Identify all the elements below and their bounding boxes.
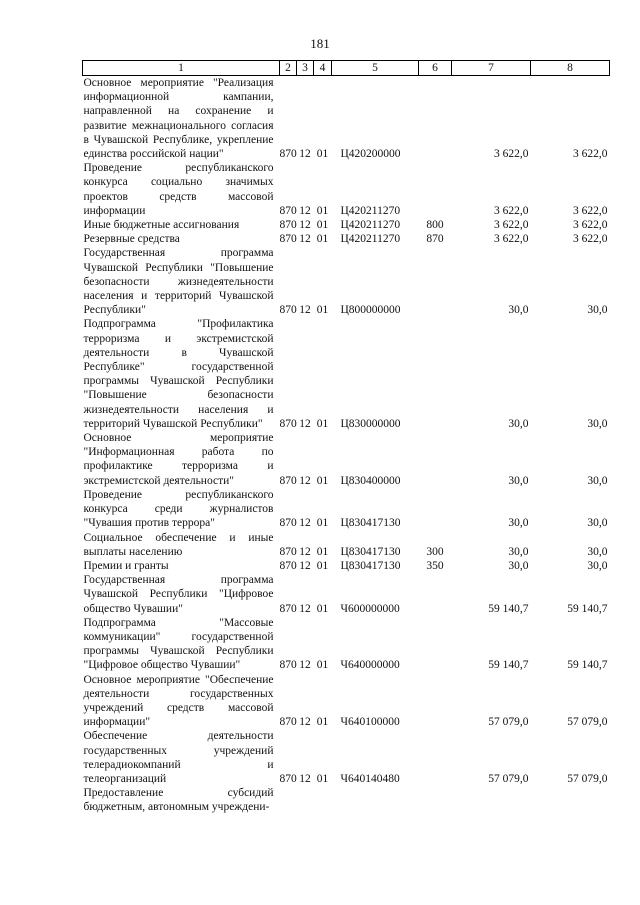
table-row	[83, 786, 610, 814]
row-target-article: Ч640000000	[340, 659, 400, 672]
table-row	[83, 246, 610, 317]
header-col-7: 7	[452, 61, 531, 76]
row-amount-1: 57 079,0	[488, 716, 529, 729]
table-row	[83, 232, 610, 246]
row-amount-2: 30,0	[587, 304, 608, 317]
row-name: Резервные средства	[83, 233, 180, 246]
row-section-code: 12	[299, 474, 311, 487]
row-name: Обеспечение деятельности государственных учреждений телерадиокомпаний и телеорганизаций	[83, 730, 274, 785]
row-amount-2: 59 140,7	[567, 659, 608, 672]
row-amount-2: 30,0	[587, 545, 608, 558]
row-section-code: 12	[299, 545, 311, 558]
row-ministry-code: 870	[279, 559, 297, 572]
row-expense-type: 350	[426, 559, 444, 572]
row-amount-2: 3 622,0	[573, 233, 608, 246]
row-section-code: 12	[299, 659, 311, 672]
row-amount-1: 3 622,0	[494, 219, 529, 232]
row-amount-1: 30,0	[508, 545, 529, 558]
row-target-article: Ц830400000	[340, 474, 401, 487]
table-row	[83, 161, 610, 218]
row-name: Проведение республиканского конкурса среди журналистов "Чувашия против террора"	[83, 488, 274, 530]
header-col-8: 8	[531, 61, 610, 76]
row-amount-2: 30,0	[587, 559, 608, 572]
row-ministry-code: 870	[279, 148, 297, 161]
row-subsection-code: 01	[316, 559, 329, 572]
row-name: Государственная программа Чувашской Республики "Цифровое общество Чувашии"	[83, 574, 274, 615]
table-row	[83, 76, 610, 162]
row-name: Проведение республиканского конкурса социально значимых проектов средств массовой информации	[83, 162, 274, 217]
row-section-code: 12	[299, 148, 311, 161]
row-expense-type	[419, 488, 452, 531]
row-section-code: 12	[299, 559, 311, 572]
row-section-code: 12	[299, 219, 311, 232]
row-amount-1: 57 079,0	[488, 772, 529, 785]
row-amount-2: 3 622,0	[573, 204, 608, 217]
row-subsection-code: 01	[316, 545, 329, 558]
row-name: Подпрограмма "Профилактика терроризма и экстремистской деятельности в Чувашской Республике" государственной программы Чувашской Республики "Повышение безопасности жизнедеятельности населения и территорий Чувашской Республики"	[83, 318, 274, 430]
row-amount-1: 59 140,7	[488, 602, 529, 615]
row-target-article: Ч640100000	[340, 716, 400, 729]
row-target-article: Ц830417130	[340, 545, 401, 558]
table-row	[83, 531, 610, 559]
row-amount-2: 57 079,0	[567, 772, 608, 785]
budget-table	[82, 60, 610, 815]
row-amount-2: 30,0	[587, 417, 608, 430]
row-ministry-code: 870	[279, 474, 297, 487]
row-name: Иные бюджетные ассигнования	[83, 219, 240, 232]
row-subsection-code: 01	[316, 716, 329, 729]
row-ministry-code: 870	[279, 602, 297, 615]
row-ministry-code: 870	[279, 545, 297, 558]
row-subsection-code: 01	[316, 148, 329, 161]
row-subsection-code: 01	[316, 772, 329, 785]
column-number-header	[83, 61, 610, 76]
row-ministry-code: 870	[279, 204, 297, 217]
row-section-code: 12	[299, 517, 311, 530]
row-expense-type	[419, 431, 452, 488]
table-row	[83, 673, 610, 730]
row-expense-type	[419, 729, 452, 786]
table-row	[83, 729, 610, 786]
row-section-code: 12	[299, 204, 311, 217]
row-expense-type	[419, 616, 452, 673]
header-col-4: 4	[314, 61, 332, 76]
row-expense-type	[419, 76, 452, 162]
row-name: Подпрограмма "Массовые коммуникации" государственной программы Чувашской Республики "Цифровое общество Чувашии"	[83, 616, 274, 672]
header-col-1: 1	[83, 61, 280, 76]
row-subsection-code: 01	[316, 304, 329, 317]
row-target-article: Ц800000000	[340, 304, 401, 317]
row-subsection-code: 01	[316, 474, 329, 487]
row-section-code: 12	[299, 417, 311, 430]
row-target-article: Ц830000000	[340, 417, 401, 430]
row-amount-1: 30,0	[508, 474, 529, 487]
row-amount-2: 30,0	[587, 474, 608, 487]
row-ministry-code: 870	[279, 233, 297, 246]
row-amount-2: 57 079,0	[567, 716, 608, 729]
table-row	[83, 616, 610, 673]
row-section-code: 12	[299, 233, 311, 246]
row-name: Социальное обеспечение и иные выплаты населению	[83, 531, 274, 558]
row-expense-type: 300	[426, 545, 444, 558]
row-target-article: Ц420211270	[340, 204, 401, 217]
row-expense-type	[419, 161, 452, 218]
table-row	[83, 559, 610, 573]
row-expense-type	[419, 786, 452, 814]
row-name: Основное мероприятие "Обеспечение деятельности государственных учреждений средств массовой информации"	[83, 673, 274, 729]
row-name: Государственная программа Чувашской Республики "Повышение безопасности жизнедеятельности населения и территорий Чувашской Республики"	[83, 247, 274, 317]
row-expense-type: 800	[426, 219, 444, 232]
row-ministry-code: 870	[279, 219, 297, 232]
row-amount-2	[531, 786, 610, 814]
header-col-3: 3	[297, 61, 314, 76]
row-ministry-code: 870	[279, 772, 297, 785]
row-expense-type	[419, 246, 452, 317]
row-subsection-code: 01	[316, 219, 329, 232]
table-row	[83, 573, 610, 616]
row-target-article	[332, 786, 419, 814]
row-expense-type: 870	[426, 233, 444, 246]
header-col-2: 2	[280, 61, 297, 76]
row-name: Премии и гранты	[83, 559, 169, 572]
row-amount-1: 3 622,0	[494, 148, 529, 161]
row-subsection-code	[314, 786, 332, 814]
row-amount-2: 3 622,0	[573, 219, 608, 232]
row-amount-1: 3 622,0	[494, 233, 529, 246]
row-amount-2: 59 140,7	[567, 602, 608, 615]
row-ministry-code: 870	[279, 659, 297, 672]
row-target-article: Ч600000000	[340, 602, 400, 615]
row-target-article: Ц420211270	[340, 233, 401, 246]
row-target-article: Ч640140480	[340, 772, 400, 785]
row-amount-2: 30,0	[587, 517, 608, 530]
row-name: Основное мероприятие "Информационная работа по профилактике терроризма и экстремистской деятельности"	[83, 432, 274, 487]
row-amount-1: 59 140,7	[488, 659, 529, 672]
row-subsection-code: 01	[316, 204, 329, 217]
page-number: 181	[310, 36, 330, 51]
row-subsection-code: 01	[316, 602, 329, 615]
table-row	[83, 488, 610, 531]
row-ministry-code: 870	[279, 304, 297, 317]
row-section-code: 12	[299, 716, 311, 729]
row-section-code: 12	[299, 602, 311, 615]
row-ministry-code: 870	[279, 517, 297, 530]
row-section-code	[297, 786, 314, 814]
row-amount-1: 30,0	[508, 417, 529, 430]
row-subsection-code: 01	[316, 233, 329, 246]
row-subsection-code: 01	[316, 659, 329, 672]
row-ministry-code	[280, 786, 297, 814]
row-amount-2: 3 622,0	[573, 148, 608, 161]
table-row	[83, 317, 610, 431]
row-target-article: Ц420200000	[340, 148, 401, 161]
table-row	[83, 431, 610, 488]
row-subsection-code: 01	[316, 517, 329, 530]
row-section-code: 12	[299, 304, 311, 317]
row-expense-type	[419, 673, 452, 730]
row-target-article: Ц420211270	[340, 219, 401, 232]
row-amount-1: 30,0	[508, 559, 529, 572]
row-target-article: Ц830417130	[340, 559, 401, 572]
row-expense-type	[419, 573, 452, 616]
row-amount-1: 30,0	[508, 304, 529, 317]
row-expense-type	[419, 317, 452, 431]
header-col-6: 6	[419, 61, 452, 76]
row-name: Основное мероприятие "Реализация информационной кампании, направленной на сохранение и развитие межнационального согласия в Чувашской Республике, укрепление единства российской нации"	[83, 77, 274, 161]
row-amount-1: 3 622,0	[494, 204, 529, 217]
row-section-code: 12	[299, 772, 311, 785]
row-target-article: Ц830417130	[340, 517, 401, 530]
table-row	[83, 218, 610, 232]
row-ministry-code: 870	[279, 417, 297, 430]
row-amount-1	[452, 786, 531, 814]
row-ministry-code: 870	[279, 716, 297, 729]
row-amount-1: 30,0	[508, 517, 529, 530]
header-col-5: 5	[332, 61, 419, 76]
row-name: Предоставление субсидий бюджетным, автономным учреждени-	[83, 787, 274, 814]
row-subsection-code: 01	[316, 417, 329, 430]
